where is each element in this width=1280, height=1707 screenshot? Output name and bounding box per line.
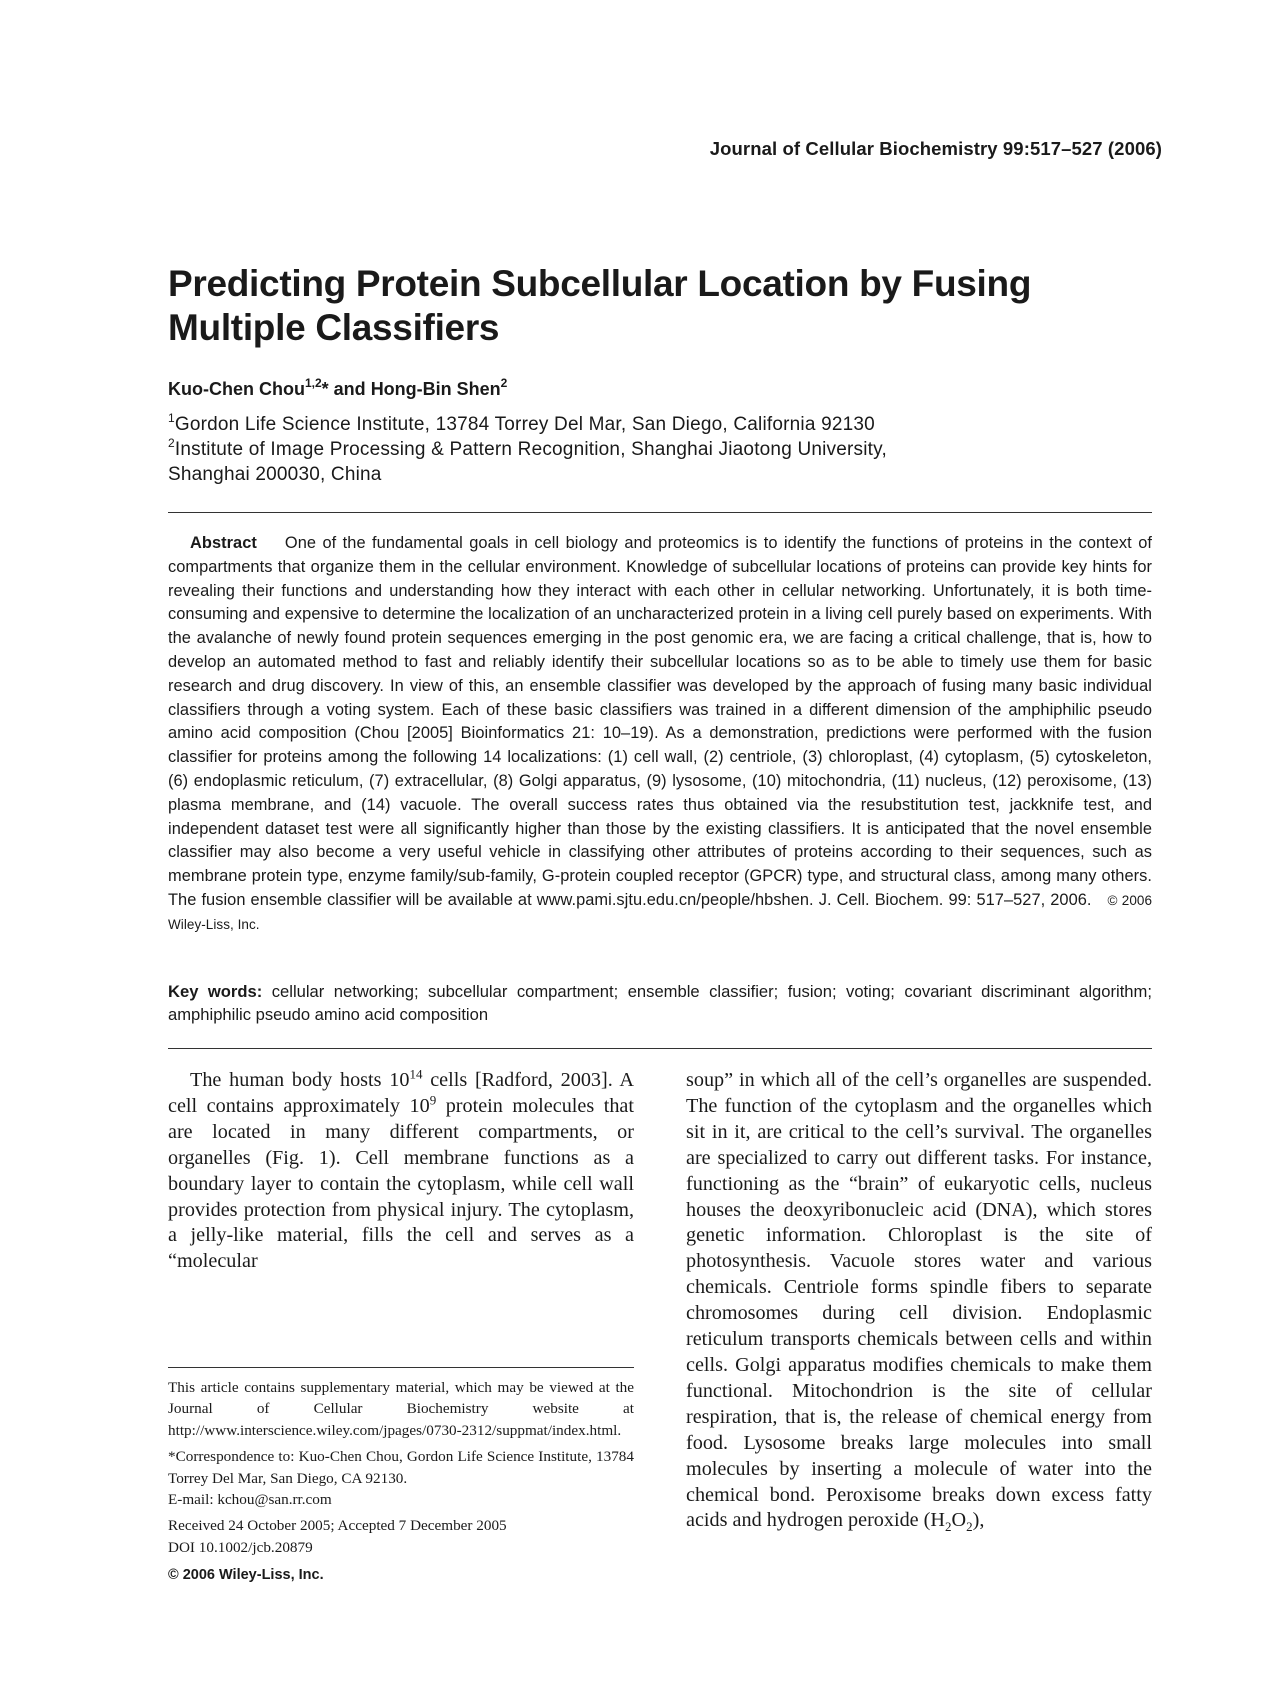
body-text: The human body hosts 10 (190, 1069, 410, 1091)
exponent: 9 (429, 1092, 437, 1108)
body-column-right (686, 1068, 1152, 1534)
author-name: Kuo-Chen Chou (168, 379, 305, 399)
abstract-label: Abstract (190, 534, 257, 552)
body-text: soup” in which all of the cell’s organelles are suspended. The function of the cytoplasm and the organelles which sit in it, are critical to the cell’s survival. The organelles are specialized to carry out different tasks. For instance, functioning as the “brain” of eukaryotic cells, nucleus houses the deoxyribonucleic acid (DNA), which stores genetic information. Chloroplast is the site of photosynthesis. Vacuole stores water and various chemicals. Centriole forms spindle fibers to separate chromosomes during cell division. Endoplasmic reticulum transports chemicals between cells and within cells. Golgi apparatus modifies chemicals to make them functional. Mitochondrion is the site of cellular respiration, that is, the release of chemical energy from food. Lysosome breaks large molecules into small molecules by inserting a molecule of water into the chemical bond. Peroxisome breaks down excess fatty acids and hydrogen peroxide (H (686, 1069, 1152, 1532)
affiliation-text: Shanghai 200030, China (168, 464, 382, 485)
author-joiner: and (328, 379, 371, 399)
journal-header: Journal of Cellular Biochemistry 99:517–527 (2006) (709, 138, 1162, 159)
body-text: O (951, 1509, 967, 1532)
doi: DOI 10.1002/jcb.20879 (168, 1538, 313, 1556)
footnote-dates (168, 1515, 634, 1558)
received-date: Received 24 October 2005; Accepted 7 December 2005 (168, 1517, 507, 1535)
corresponding-mark: * (321, 379, 329, 399)
subscript: 2 (945, 1519, 952, 1535)
exponent: 14 (409, 1066, 423, 1082)
affiliation-mark: 1 (168, 410, 175, 425)
keywords-text: cellular networking; subcellular compartment; ensemble classifier; fusion; voting; covariant discriminant algorithm; amphiphilic pseudo amino acid composition (168, 982, 1152, 1024)
affiliation-line (168, 412, 1128, 437)
affiliation-text: Gordon Life Science Institute, 13784 Torrey Del Mar, San Diego, California 92130 (174, 414, 875, 435)
abstract-copyright: © 2006 Wiley-Liss, Inc. (168, 892, 1153, 932)
divider (168, 1048, 1152, 1049)
affiliations (168, 412, 1128, 487)
footnote-correspondence (168, 1446, 634, 1510)
correspondence-email: E-mail: kchou@san.rr.com (168, 1491, 332, 1509)
affiliation-text: Institute of Image Processing & Pattern Recognition, Shanghai Jiaotong University, (174, 439, 887, 460)
body-text: ), (972, 1509, 985, 1532)
body-text: cells [Radford, 2003]. A cell contains approximately 10 (168, 1069, 634, 1117)
footnote-copyright: © 2006 Wiley-Liss, Inc. (168, 1567, 324, 1584)
body-column-left (168, 1068, 634, 1275)
footnotes (168, 1377, 634, 1592)
abstract-text: One of the fundamental goals in cell biology and proteomics is to identify the functions of proteins in the context of compartments that organize them in the cellular environment. Knowledge of subcellular locations of proteins can provide key hints for revealing their functions and understanding how they interact with each other in cellular networking. Unfortunately, it is both time-consuming and expensive to determine the localization of an uncharacterized protein in a living cell purely based on experiments. With the avalanche of newly found protein sequences emerging in the post genomic era, we are facing a critical challenge, that is, how to develop an automated method to fast and reliably identify their subcellular locations so as to be able to timely use them for basic research and drug discovery. In view of this, an ensemble classifier was developed by the approach of fusing many basic individual classifiers through a voting system. Each of these basic classifiers was trained in a different dimension of the amphiphilic pseudo amino acid composition (Chou [2005] Bioinformatics 21: 10–19). As a demonstration, predictions were performed with the fusion classifier for proteins among the following 14 localizations: (1) cell wall, (2) centriole, (3) chloroplast, (4) cytoplasm, (5) cytoskeleton, (6) endoplasmic reticulum, (7) extracellular, (8) Golgi apparatus, (9) lysosome, (10) mitochondria, (11) nucleus, (12) peroxisome, (13) plasma membrane, and (14) vacuole. The overall success rates thus obtained via the resubstitution test, jackknife test, and independent dataset test were all significantly higher than those by the existing classifiers. It is anticipated that the novel ensemble classifier may also become a very useful vehicle in classifying other attributes of proteins according to their sequences, such as membrane protein type, enzyme family/sub-family, G-protein coupled receptor (GPCR) type, and structural class, among many others. The fusion ensemble classifier will be available at www.pami.sjtu.edu.cn/people/hbshen. J. Cell. Biochem. 99: 517–527, 2006. (168, 534, 1152, 909)
footnote-supplement: This article contains supplementary material, which may be viewed at the Journal of Cellular Biochemistry website at http://www.interscience.wiley.com/jpages/0730-2312/suppmat/index.html. (168, 1379, 634, 1439)
author-line (168, 376, 508, 400)
affiliation-mark: 1,2 (304, 376, 322, 390)
divider (168, 512, 1152, 513)
affiliation-line (168, 462, 1128, 487)
correspondence-text: *Correspondence to: Kuo-Chen Chou, Gordon Life Science Institute, 13784 Torrey Del Mar, San Diego, CA 92130. (168, 1448, 634, 1487)
abstract (168, 532, 1152, 937)
footnote-divider (168, 1367, 634, 1368)
keywords (168, 980, 1152, 1026)
body-text: protein molecules that are located in many different compartments, or organelles (Fig. 1). Cell membrane functions as a boundary layer to contain the cytoplasm, while cell wall provides protection from physical injury. The cytoplasm, a jelly-like material, fills the cell and serves as a “molecular (168, 1094, 634, 1273)
keywords-label: Key words: (168, 982, 263, 1001)
affiliation-mark: 2 (500, 376, 508, 390)
affiliation-mark: 2 (168, 435, 175, 450)
article-title: Predicting Protein Subcellular Location by Fusing Multiple Classifiers (168, 263, 1032, 348)
author-name: Hong-Bin Shen (370, 379, 501, 399)
affiliation-line (168, 437, 1128, 462)
subscript: 2 (966, 1519, 973, 1535)
